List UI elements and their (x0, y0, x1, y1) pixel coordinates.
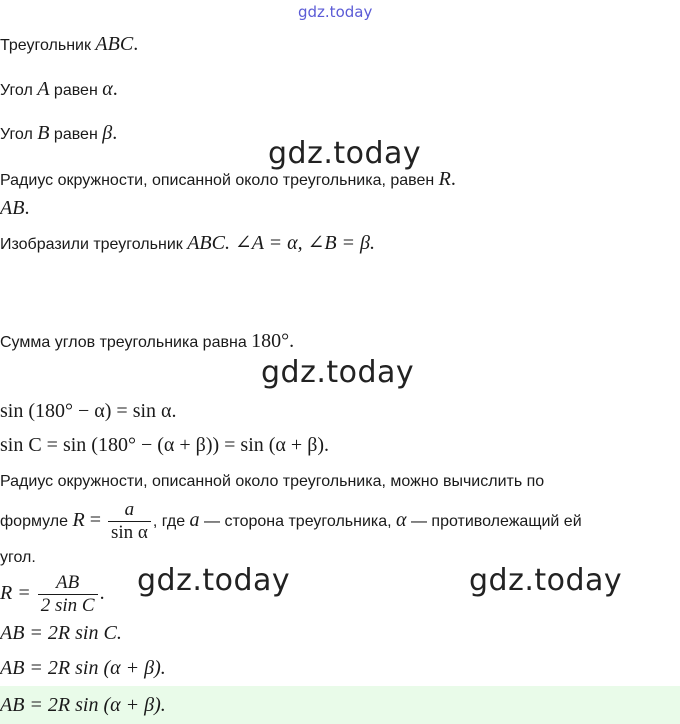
period: . (133, 33, 139, 55)
period: . (112, 122, 118, 144)
text: Радиус окружности, описанной около треугольника, равен (0, 172, 439, 189)
math-r: R (438, 168, 451, 190)
line-triangle (0, 33, 138, 57)
numerator: AB (38, 572, 98, 595)
text: равен (49, 82, 103, 99)
math-r-eq: R = (0, 582, 36, 604)
numerator: a (108, 499, 151, 522)
math-abc: ABC (95, 33, 134, 55)
line-angle-sum (0, 330, 294, 354)
math-ab: AB (0, 197, 25, 219)
denominator: 2 sin C (40, 595, 95, 617)
text: Сумма углов треугольника равна (0, 334, 252, 351)
period: . (289, 330, 295, 352)
line-ab-2rsinc (0, 622, 122, 646)
fraction-a-over-sin-alpha (108, 499, 151, 544)
text: Угол (0, 82, 38, 99)
math-eq: = (84, 509, 106, 531)
period: . (99, 582, 105, 604)
math-answer: AB = 2R sin (α + β). (0, 694, 166, 716)
line-ab-2rsin-sum (0, 657, 166, 681)
line-angle-word (0, 547, 36, 569)
math-beta: β (102, 122, 113, 144)
text: — противолежащий ей (406, 513, 582, 530)
line-radius (0, 168, 456, 192)
period: . (24, 197, 30, 219)
math-ab-2rsin-sum: AB = 2R sin (α + β). (0, 657, 166, 679)
math-sin-c: sin C = sin (180° − (α + β)) = sin (α + β). (0, 434, 330, 456)
period: . (450, 168, 456, 190)
line-sin-identity (0, 400, 177, 424)
math-180: 180° (251, 330, 290, 352)
period: . (112, 78, 118, 100)
answer-line (0, 694, 166, 718)
text: угол. (0, 549, 36, 566)
line-formula-intro (0, 471, 544, 493)
watermark: gdz.today (137, 563, 291, 598)
text: Изобразили треугольник (0, 236, 188, 253)
text: , где (152, 513, 190, 530)
line-drawn (0, 232, 375, 256)
denominator: sin α (110, 522, 148, 544)
math-alpha: α (102, 78, 113, 100)
math-sin-identity: sin (180° − α) = sin α. (0, 400, 177, 422)
text: равен (49, 126, 103, 143)
line-angle-b (0, 122, 117, 146)
watermark: gdz.today (261, 355, 415, 390)
line-formula (0, 496, 582, 546)
watermark: gdz.today (268, 136, 422, 171)
watermark-top: gdz.today (298, 3, 373, 21)
math-ab-2rsinc: AB = 2R sin C. (0, 622, 122, 644)
fraction-ab-over-2sinc (38, 572, 98, 617)
text: формуле (0, 513, 73, 530)
math-r: R (72, 509, 85, 531)
math-b: B (37, 122, 50, 144)
math-a: A (37, 78, 50, 100)
line-sin-c (0, 434, 329, 458)
text: — сторона треугольника, (199, 513, 397, 530)
watermark: gdz.today (469, 563, 623, 598)
text: Треугольник (0, 37, 96, 54)
line-r-formula (0, 569, 105, 619)
line-find-ab (0, 197, 29, 221)
answer-box (0, 686, 680, 724)
line-angle-a (0, 78, 118, 102)
math-angles: ABC. ∠A = α, ∠B = β. (187, 232, 376, 254)
math-alpha: α (396, 509, 407, 531)
text: Угол (0, 126, 38, 143)
text: Радиус окружности, описанной около треугольника, можно вычислить по (0, 473, 545, 490)
math-a: a (189, 509, 200, 531)
